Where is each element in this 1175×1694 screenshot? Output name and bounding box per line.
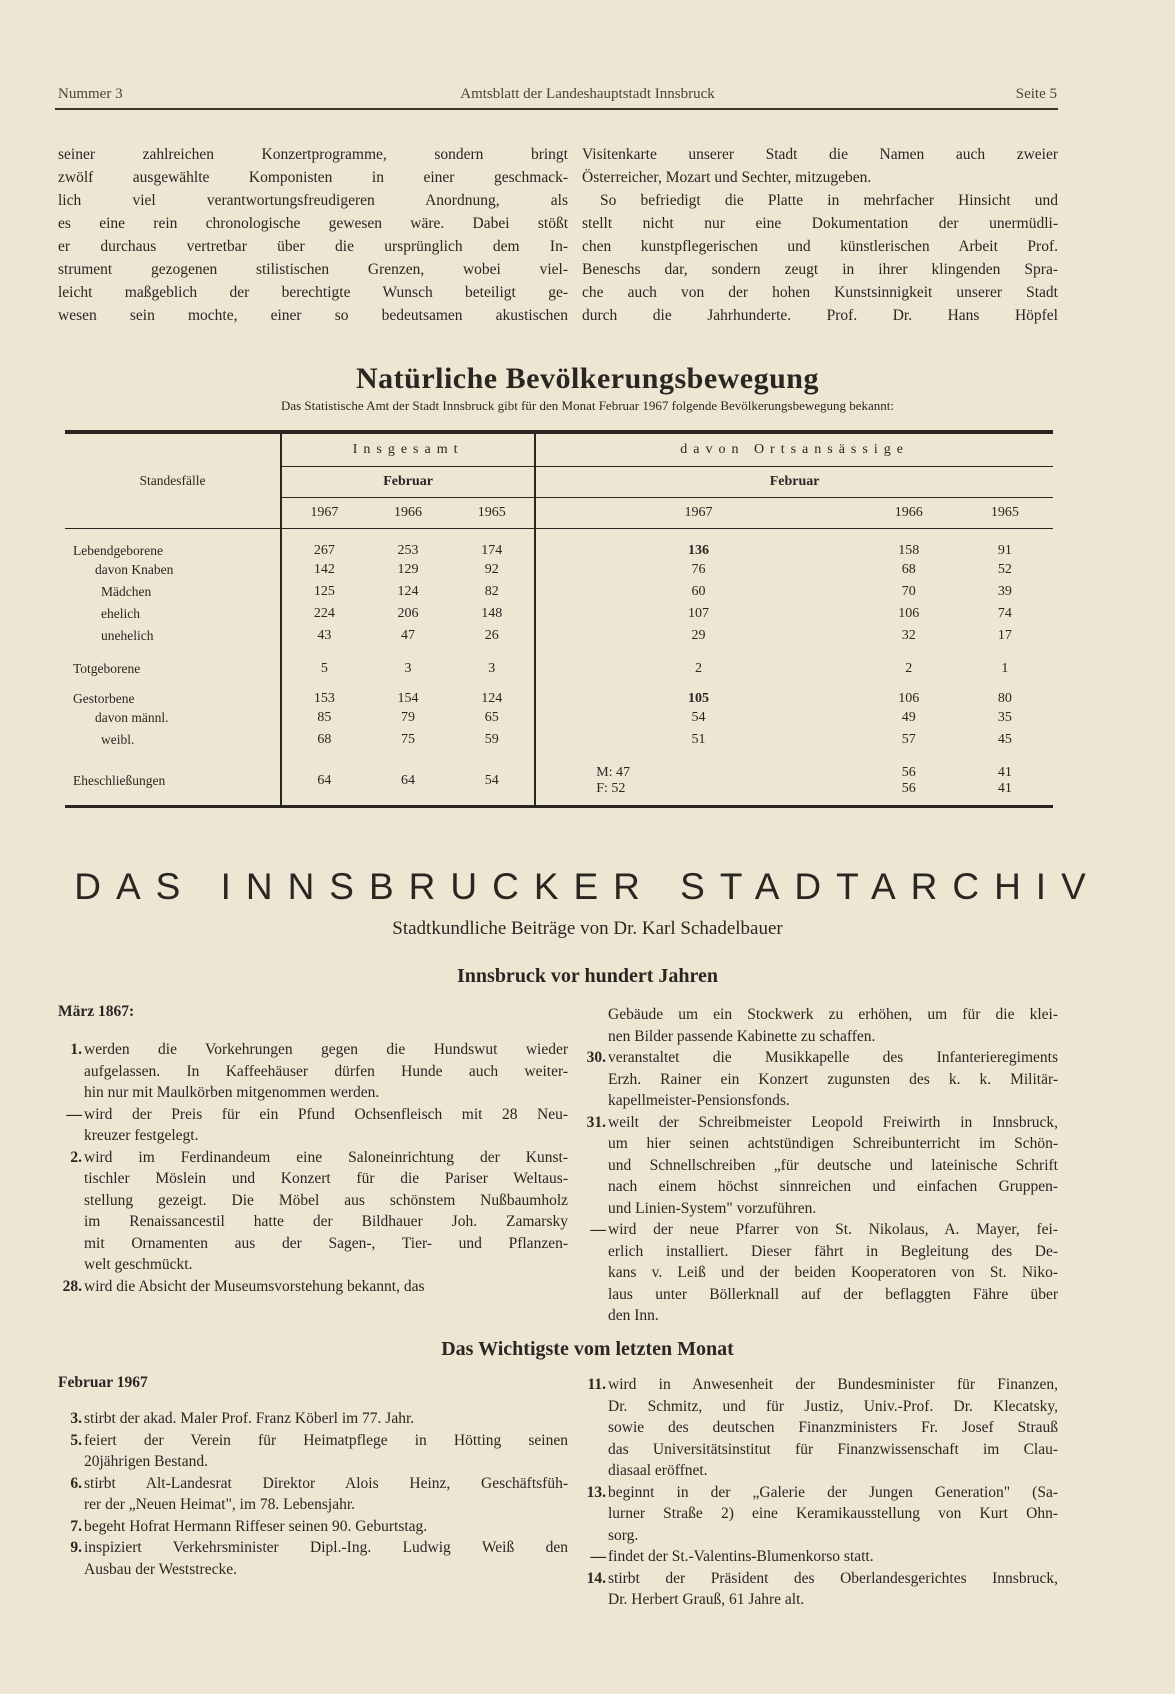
table-row	[65, 603, 1053, 625]
list-item	[70, 1408, 568, 1430]
text-line: und Schnellschreiben „für deutsche und lateinische Schrift	[608, 1156, 1058, 1174]
text-line: Dr. Schmitz, und für Justiz, Univ.-Prof. Dr. Klecatsky,	[608, 1397, 1058, 1415]
text-line: inspiziert Verkehrsminister Dipl.-Ing. Ludwig Weiß den	[84, 1539, 568, 1556]
stats-subtitle: Das Statistische Amt der Stadt Innsbruck gibt für den Monat Februar 1967 folgende Bevölkerungsbewegung bekannt:	[280, 398, 895, 413]
table-cell: 154	[397, 690, 419, 706]
table-cell: 85	[281, 707, 367, 729]
list-item	[590, 1546, 1058, 1568]
header-rule	[55, 108, 1058, 110]
row-label: weibl.	[101, 731, 135, 747]
list-item	[590, 1219, 1058, 1327]
list-item	[586, 1482, 1058, 1547]
item-number: 3.	[70, 1410, 82, 1427]
text-line: es eine rein chronologische gewesen wäre. Dabei stößt	[58, 215, 568, 232]
list-item	[70, 1473, 568, 1516]
text-line: Gebäude um ein Stockwerk zu erhöhen, um für die klei-	[608, 1006, 1058, 1023]
list-item	[586, 1568, 1058, 1611]
population-table	[65, 430, 1053, 808]
text-line: sowie des deutschen Finanzministers Fr. Josef Strauß	[608, 1419, 1058, 1436]
table-cell: 136	[535, 528, 861, 559]
table-cell: 106	[898, 605, 920, 621]
table-cell: 17	[997, 627, 1012, 643]
text-line: stellt nicht nur eine Dokumentation der unermüdli-	[582, 215, 1058, 232]
hundred-right-column	[586, 1004, 1058, 1327]
text-line: rer der „Neuen Heimat", im 78. Lebensjahr.	[84, 1496, 356, 1513]
month-total: Februar	[281, 466, 535, 497]
page-number: Seite 5	[1015, 86, 1057, 102]
table-cell: 80	[997, 690, 1012, 706]
text-line: seiner zahlreichen Konzertprogramme, sondern bringt	[58, 146, 568, 163]
table-cell: 2	[535, 647, 861, 677]
table-cell: 41 41	[997, 764, 1012, 796]
text-line: So befriedigt die Platte in mehrfacher Hinsicht und	[600, 192, 1058, 209]
table-cell: 105	[535, 677, 861, 707]
item-number: 14.	[586, 1569, 606, 1587]
text-line: kreuzer festgelegt.	[84, 1127, 199, 1144]
text-line: hin nur mit Maulkörben mitgenommen werden.	[84, 1084, 380, 1101]
row-label: Totgeborene	[73, 660, 141, 676]
table-cell: 26	[484, 627, 499, 643]
table-row	[65, 707, 1053, 729]
text-line: veranstaltet die Musikkapelle des Infanterieregiments	[608, 1049, 1058, 1066]
table-cell: 2	[905, 660, 913, 676]
table-cell: 3	[488, 660, 496, 676]
table-cell: 64	[281, 751, 367, 807]
table-cell: 59	[484, 731, 499, 747]
text-line: durch die Jahrhunderte. Prof. Dr. Hans Höpfel	[582, 307, 1058, 324]
hundred-left-column	[62, 1039, 568, 1297]
item-number: —	[590, 1221, 606, 1238]
text-line: Beneschs dar, sondern zeugt in ihrer klingenden Spra-	[582, 261, 1058, 278]
month-left-column	[70, 1408, 568, 1580]
col-label: Standesfälle	[65, 432, 281, 528]
text-line: feiert der Verein für Heimatpflege in Hötting seinen	[84, 1431, 568, 1449]
intro-right-column	[582, 143, 1058, 327]
table-row	[65, 729, 1053, 751]
group-resident: davon Ortsansässige	[535, 432, 1053, 466]
year-header: 1965	[449, 497, 535, 528]
year-header: 1966	[367, 497, 450, 528]
text-line: tischler Möslein und Konzert für die Pariser Weltaus-	[84, 1170, 568, 1187]
table-row	[65, 581, 1053, 603]
text-line: leicht maßgeblich der berechtigte Wunsch beteiligt ge-	[58, 284, 568, 301]
table-cell: 129	[397, 561, 419, 577]
text-line: er durchaus vertretbar über die ursprünglich dem In-	[58, 238, 568, 255]
list-item	[66, 1104, 568, 1147]
table-cell: 76	[535, 559, 861, 581]
table-cell: 64	[401, 772, 416, 788]
row-label: Mädchen	[101, 583, 152, 599]
text-line: kapellmeister-Pensionsfonds.	[608, 1092, 790, 1109]
text-line: und Linien-System" vorzuführen.	[608, 1199, 817, 1217]
issue-number: Nummer 3	[58, 86, 123, 102]
item-number: 7.	[70, 1517, 82, 1535]
item-number: 28.	[62, 1277, 82, 1295]
list-item	[62, 1276, 568, 1298]
item-number: 31.	[586, 1113, 606, 1131]
table-cell: 224	[281, 603, 367, 625]
month-title: Das Wichtigste vom letzten Monat	[441, 1338, 734, 1360]
month-date: Februar 1967	[58, 1374, 148, 1391]
text-line: stirbt der akad. Maler Prof. Franz Köberl im 77. Jahr.	[84, 1410, 415, 1427]
table-cell: 52	[997, 561, 1012, 577]
text-line: findet der St.-Valentins-Blumenkorso statt.	[608, 1548, 874, 1565]
list-item	[586, 1047, 1058, 1112]
hundred-years-title: Innsbruck vor hundert Jahren	[457, 965, 718, 987]
text-line: Österreicher, Mozart und Sechter, mitzugeben.	[582, 169, 872, 186]
text-line: 20jährigen Bestand.	[84, 1453, 208, 1470]
table-cell: 43	[281, 625, 367, 647]
year-header: 1967	[535, 497, 861, 528]
list-item	[608, 1004, 1058, 1047]
text-line: kans v. Leiß und der beiden Kooperatoren von St. Niko-	[608, 1264, 1058, 1281]
table-cell: 124	[397, 583, 419, 599]
row-label: unehelich	[101, 627, 154, 643]
text-line: diasaal eröffnet.	[608, 1462, 708, 1479]
table-row	[65, 677, 1053, 707]
table-cell: 75	[401, 731, 416, 747]
text-line: werden die Vorkehrungen gegen die Hundswut wieder	[84, 1041, 568, 1058]
table-cell: 106	[898, 690, 920, 706]
table-cell: 267	[281, 528, 367, 559]
table-cell: 45	[997, 731, 1012, 747]
month-right-column	[586, 1374, 1058, 1611]
text-line: nach einem höchst sinnreichen und einfachen Gruppen-	[608, 1178, 1058, 1195]
table-row	[65, 751, 1053, 807]
table-row	[65, 559, 1053, 581]
table-cell: 5	[281, 647, 367, 677]
stats-title: Natürliche Bevölkerungsbewegung	[355, 362, 819, 395]
table-cell: 158	[898, 542, 920, 558]
table-cell: 74	[997, 605, 1012, 621]
table-cell: 174	[481, 542, 503, 558]
item-number: 13.	[586, 1483, 606, 1501]
text-line: che auch von der hohen Kunstsinnigkeit unserer Stadt	[582, 284, 1058, 301]
text-line: wesen sein mochte, einer so bedeutsamen akustischen	[58, 307, 568, 324]
text-line: beginnt in der „Galerie der Jungen Generation" (Sa-	[608, 1483, 1058, 1501]
text-line: begeht Hofrat Hermann Riffeser seinen 90. Geburtstag.	[84, 1517, 428, 1535]
table-cell: 253	[397, 542, 419, 558]
text-line: stirbt Alt-Landesrat Direktor Alois Heinz, Geschäftsfüh-	[84, 1474, 568, 1492]
text-line: aufgelassen. In Kaffeehäuser dürfen Hunde auch weiter-	[84, 1062, 568, 1080]
text-line: lurner Straße 2) eine Keramikausstellung von Kurt Ohn-	[608, 1505, 1058, 1522]
text-line: das Universitätsinstitut für Finanzwissenschaft im Clau-	[608, 1440, 1058, 1458]
text-line: laus unter Böllerknall auf der beflaggten Fähre über	[608, 1285, 1058, 1303]
table-cell: 68	[281, 729, 367, 751]
item-number: 2.	[70, 1148, 82, 1166]
table-cell: 79	[401, 709, 416, 725]
hundred-years-date: März 1867:	[58, 1003, 135, 1020]
table-row	[65, 625, 1053, 647]
table-cell: 92	[484, 561, 499, 577]
text-line: wird in Anwesenheit der Bundesminister für Finanzen,	[608, 1376, 1058, 1393]
table-cell: 3	[404, 660, 412, 676]
text-line: um hier seinen achtstündigen Schreibunterricht im Schön-	[608, 1135, 1058, 1152]
text-line: sorg.	[608, 1526, 639, 1544]
text-line: Visitenkarte unserer Stadt die Namen auch zweier	[582, 146, 1058, 163]
item-number: 1.	[70, 1041, 82, 1058]
list-item	[70, 1039, 568, 1104]
list-item	[70, 1516, 568, 1538]
publication-title: Amtsblatt der Landeshauptstadt Innsbruck	[460, 86, 715, 102]
table-row	[65, 647, 1053, 677]
table-cell: 51	[535, 729, 861, 751]
item-number: 11.	[587, 1376, 606, 1393]
text-line: wird der Preis für ein Pfund Ochsenfleisch mit 28 Neu-	[84, 1105, 568, 1123]
text-line: lich viel verantwortungsfreudigeren Anordnung, als	[58, 192, 568, 209]
row-label: ehelich	[101, 605, 140, 621]
row-label: davon Knaben	[95, 561, 174, 577]
item-number: —	[66, 1105, 82, 1123]
table-cell: 54	[535, 707, 861, 729]
text-line: wird im Ferdinandeum eine Saloneinrichtung der Kunst-	[84, 1148, 568, 1166]
table-cell: 54	[484, 772, 499, 788]
table-cell: 57	[901, 731, 916, 747]
table-cell: 153	[281, 677, 367, 707]
row-label: Lebendgeborene	[73, 542, 163, 558]
table-cell: 206	[397, 605, 419, 621]
table-cell: 39	[997, 583, 1012, 599]
text-line: Erzh. Rainer ein Konzert zugunsten des k. k. Militär-	[608, 1070, 1058, 1088]
table-cell: 148	[481, 605, 503, 621]
text-line: chen kunstpflegerischen und künstlerischen Arbeit Prof.	[582, 238, 1058, 255]
list-item	[70, 1430, 568, 1473]
text-line: den Inn.	[608, 1307, 659, 1324]
table-cell: 124	[481, 690, 503, 706]
table-cell: 32	[901, 627, 916, 643]
table-cell: M: 47 F: 52	[535, 751, 861, 807]
text-line: mit Ornamenten aus der Sagen-, Tier- und Pflanzen-	[84, 1234, 568, 1252]
text-line: strument gezogenen stilistischen Grenzen, wobei viel-	[58, 261, 568, 278]
text-line: wird der neue Pfarrer von St. Nikolaus, A. Mayer, fei-	[608, 1221, 1058, 1238]
table-cell: 49	[901, 709, 916, 725]
text-line: weilt der Schreibmeister Leopold Freiwirth in Innsbruck,	[608, 1113, 1058, 1131]
table-cell: 91	[997, 542, 1012, 558]
text-line: stellung gezeigt. Die Möbel aus schönstem Nußbaumholz	[84, 1191, 568, 1209]
text-line: Dr. Herbert Grauß, 61 Jahre alt.	[608, 1591, 805, 1608]
text-line: wird die Absicht der Museumsvorstehung bekannt, das	[84, 1277, 425, 1295]
year-header: 1965	[957, 497, 1053, 528]
row-label: davon männl.	[95, 709, 169, 725]
list-item	[70, 1537, 568, 1580]
text-line: welt geschmückt.	[84, 1256, 193, 1273]
item-number: 9.	[70, 1539, 82, 1556]
table-cell: 60	[535, 581, 861, 603]
intro-left-column	[58, 143, 568, 327]
table-row	[65, 528, 1053, 559]
list-item	[586, 1112, 1058, 1220]
archive-subtitle: Stadtkundliche Beiträge von Dr. Karl Schadelbauer	[392, 918, 783, 939]
table-cell: 1	[1001, 660, 1009, 676]
list-item	[70, 1147, 568, 1276]
list-item	[587, 1374, 1058, 1482]
table-cell: 47	[401, 627, 416, 643]
table-cell: 35	[997, 709, 1012, 725]
table-cell: 142	[281, 559, 367, 581]
month-resident: Februar	[535, 466, 1053, 497]
table-cell: 65	[484, 709, 499, 725]
text-line: erlich installiert. Dieser fährt in Begleitung des De-	[608, 1242, 1058, 1260]
table-cell: 82	[484, 583, 499, 599]
text-line: Ausbau der Weststrecke.	[84, 1560, 237, 1578]
item-number: —	[590, 1548, 606, 1565]
table-cell: 70	[901, 583, 916, 599]
table-cell: 56 56	[901, 764, 916, 796]
item-number: 5.	[70, 1431, 82, 1449]
text-line: im Renaissancestil hatte der Bildhauer Joh. Zamarsky	[84, 1213, 568, 1230]
year-header: 1966	[861, 497, 957, 528]
table-cell: 107	[535, 603, 861, 625]
row-label: Gestorbene	[73, 690, 135, 706]
table-cell: 125	[281, 581, 367, 603]
text-line: zwölf ausgewählte Komponisten in einer geschmack-	[58, 169, 568, 186]
row-label: Eheschließungen	[73, 772, 166, 788]
table-cell: 29	[535, 625, 861, 647]
archive-title: DAS INNSBRUCKER STADTARCHIV	[74, 866, 1101, 907]
group-total: Insgesamt	[281, 432, 535, 466]
text-line: nen Bilder passende Kabinette zu schaffen.	[608, 1027, 876, 1045]
item-number: 6.	[70, 1474, 82, 1492]
item-number: 30.	[586, 1049, 606, 1066]
table-cell: 68	[901, 561, 916, 577]
text-line: stirbt der Präsident des Oberlandesgerichtes Innsbruck,	[608, 1569, 1058, 1587]
year-header: 1967	[281, 497, 367, 528]
